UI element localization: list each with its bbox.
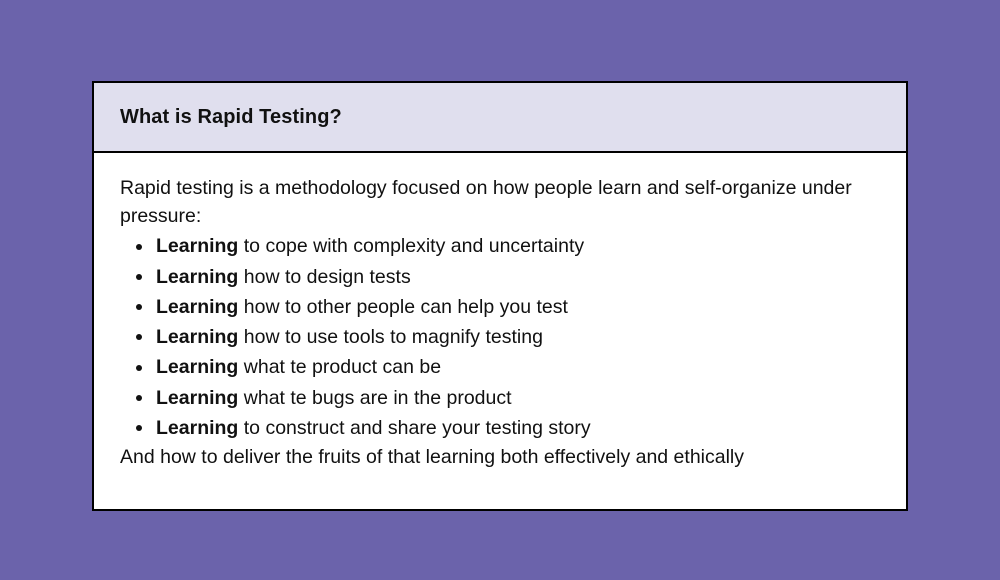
bullet-dot-icon <box>136 365 142 371</box>
list-item-lead: Learning <box>156 235 239 258</box>
card-body <box>94 153 906 492</box>
intro-paragraph: Rapid testing is a methodology focused on how people learn and self-organize under pressure: <box>120 177 852 227</box>
list-item-text: to cope with complexity and uncertainty <box>238 235 585 258</box>
bullet-dot-icon <box>136 304 142 310</box>
bullet-dot-icon <box>136 425 142 431</box>
outro-paragraph: And how to deliver the fruits of that learning both effectively and ethically <box>120 446 745 469</box>
list-item <box>120 263 880 291</box>
list-item-text: what te product can be <box>238 356 442 379</box>
list-item-lead: Learning <box>156 326 239 349</box>
list-item-lead: Learning <box>156 356 239 379</box>
list-item-lead: Learning <box>156 265 239 288</box>
list-item-text: how to design tests <box>238 265 411 288</box>
learning-bullet-list <box>120 232 880 442</box>
list-item-text: what te bugs are in the product <box>238 386 512 409</box>
list-item-lead: Learning <box>156 416 239 439</box>
bullet-dot-icon <box>136 334 142 340</box>
bullet-dot-icon <box>136 274 142 280</box>
bullet-dot-icon <box>136 244 142 250</box>
list-item <box>120 353 880 381</box>
content-card <box>92 81 908 511</box>
list-item <box>120 384 880 412</box>
list-item-lead: Learning <box>156 295 239 318</box>
bullet-dot-icon <box>136 395 142 401</box>
list-item <box>120 232 880 260</box>
list-item <box>120 323 880 351</box>
list-item-text: how to other people can help you test <box>238 295 568 318</box>
list-item <box>120 414 880 442</box>
page-title: What is Rapid Testing? <box>120 105 342 128</box>
list-item-text: to construct and share your testing story <box>238 416 591 439</box>
list-item <box>120 293 880 321</box>
list-item-lead: Learning <box>156 386 239 409</box>
card-header <box>94 83 906 153</box>
list-item-text: how to use tools to magnify testing <box>238 326 543 349</box>
